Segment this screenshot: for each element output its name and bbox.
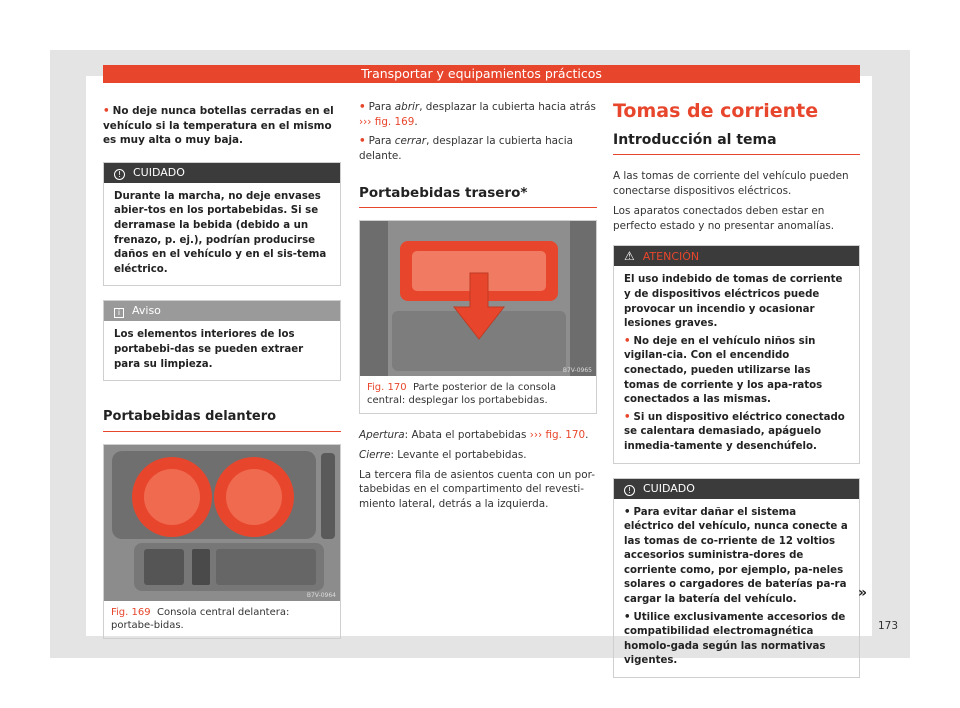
paragraph: A las tomas de corriente del vehículo pueden conectarse dispositivos eléctricos.: [613, 170, 849, 197]
cupholder-rear-illustration: [360, 221, 596, 376]
paragraph: Los aparatos conectados deben estar en perfecto estado y no presentar anomalías.: [613, 205, 835, 232]
aviso-box: [103, 300, 341, 381]
page-number: 173: [878, 620, 899, 632]
text-em: abrir: [394, 101, 420, 113]
atencion-intro: El uso indebido de tomas de corriente y de dispositivos eléctricos puede provocar un incendio y ocasionar lesiones graves.: [624, 274, 843, 330]
text: , desplazar la cubierta hacia atrás: [419, 101, 596, 113]
atencion-header: [614, 246, 859, 266]
bullet-item: [103, 104, 341, 148]
info-circle-icon: !: [624, 485, 635, 496]
atencion-label: ATENCIÓN: [642, 250, 700, 264]
cuidado-header: [104, 163, 340, 183]
chevron-right-icon: ›››: [359, 115, 372, 128]
cuidado-box-2: [613, 478, 860, 679]
section-title-portabebidas-trasero: Portabebidas trasero*: [359, 185, 597, 208]
cuidado-label: CUIDADO: [133, 165, 185, 179]
cupholder-front-illustration: [104, 445, 340, 601]
paragraph: La tercera fila de asientos cuenta con un por-tabebidas en el compartimento del revesti-miento lateral, detrás a la izquierda.: [359, 468, 595, 510]
info-icon: i: [114, 308, 124, 318]
section-subtitle: Introducción al tema: [613, 132, 860, 155]
figure-169-image: [104, 445, 340, 601]
figure-169: [103, 444, 341, 639]
cuidado-label: CUIDADO: [643, 481, 695, 495]
bullet-text: No deje en el vehículo niños sin vigilan-cia. Con el encendido conectado, pueden utilizarse las tomas de corriente y los apa-ratos conectados a las mismas.: [624, 335, 823, 406]
bullet-dot-icon: •: [624, 335, 631, 347]
atencion-body: [614, 266, 859, 462]
figure-code: B7V-0964: [306, 592, 336, 600]
column-2: [359, 100, 597, 511]
figure-170-caption: [360, 376, 596, 413]
text-em: cerrar: [394, 135, 427, 148]
bullet-text: Si un dispositivo eléctrico conectado se calentara demasiado, apáguelo inmedia-tamente y desenchúfelo.: [624, 411, 845, 452]
figure-label: Fig. 170: [367, 382, 407, 394]
atencion-box: [613, 245, 860, 463]
chapter-title: Tomas de corriente: [613, 100, 819, 122]
cuidado-body: [614, 499, 859, 678]
bullet-text: No deje nunca botellas cerradas en el vehículo si la temperatura en el mismo es muy alta o muy baja.: [103, 105, 334, 147]
figure-caption-text: Consola central delantera: portabe-bidas.: [111, 607, 290, 632]
aviso-header: [104, 301, 340, 321]
cierre-label: Cierre: [359, 448, 391, 461]
atencion-bullet: [624, 411, 849, 455]
figure-169-caption: [104, 601, 340, 638]
continue-arrow-icon: »: [858, 585, 868, 601]
bullet-abrir: • Para abrir, desplazar la cubierta hacia atrás ››› fig. 169.: [359, 101, 596, 128]
bullet-dot-icon: •: [359, 135, 366, 148]
cuidado-bullet: [624, 611, 849, 669]
figure-170: [359, 220, 597, 414]
text: Para: [368, 101, 392, 113]
column-3: [613, 100, 860, 678]
text: : Levante el portabebidas.: [390, 448, 527, 461]
cuidado-bullet: [624, 506, 849, 608]
aviso-body: Los elementos interiores de los portabebi-das se pueden extraer para su limpieza.: [114, 329, 304, 370]
cuidado-body: Durante la marcha, no deje envases abier-tos en los portabebidas. Si se derramase la bebida (debido a un frenazo, p. ej.), podrían producirse daños en el vehículo y en el sis-tema eléctrico.: [114, 190, 327, 275]
cuidado-header: [614, 479, 859, 499]
column-1: [103, 100, 341, 639]
apertura-paragraph: Apertura: Abata el portabebidas ››› fig. 170.: [359, 429, 589, 442]
page-header: Transportar y equipamientos prácticos: [103, 65, 860, 83]
info-circle-icon: !: [114, 169, 125, 180]
section-title-portabebidas-delantero: Portabebidas delantero: [103, 409, 341, 432]
figure-170-image: [360, 221, 596, 376]
aviso-label: Aviso: [132, 304, 161, 318]
atencion-bullet: [624, 335, 849, 408]
figure-reference-link[interactable]: fig. 169: [374, 115, 415, 128]
apertura-label: Apertura: [359, 429, 405, 442]
chevron-right-icon: ›››: [529, 429, 543, 442]
text: , desplazar la cubierta hacia delante.: [359, 135, 573, 162]
bullet-dot-icon: •: [103, 105, 110, 117]
warning-triangle-icon: ⚠: [624, 249, 635, 264]
figure-reference-link[interactable]: fig. 170: [545, 429, 586, 442]
bullet-text: Utilice exclusivamente accesorios de compatibilidad electromagnética homolo-gada según las normativas vigentes.: [624, 611, 846, 667]
bullet-dot-icon: •: [624, 611, 631, 623]
bullet-dot-icon: •: [624, 506, 631, 518]
text: : Abata el portabebidas: [404, 429, 527, 442]
cierre-paragraph: [359, 448, 597, 463]
figure-caption-text: Parte posterior de la consola central: desplegar los portabebidas.: [367, 382, 557, 407]
bullet-dot-icon: •: [624, 411, 631, 423]
figure-label: Fig. 169: [111, 607, 151, 619]
text: Para: [368, 135, 392, 148]
bullet-dot-icon: •: [359, 101, 366, 113]
bullet-cerrar: [359, 134, 597, 163]
figure-code: B7V-0965: [562, 367, 592, 375]
cuidado-box: [103, 162, 341, 287]
bullet-text: Para evitar dañar el sistema eléctrico del vehículo, nunca conecte a las tomas de co-rriente de 12 voltios accesorios suministra-dores de corriente como, por ejemplo, pa-neles solares o cargadores de baterías pa-ra cargar la batería del vehículo.: [624, 506, 848, 606]
